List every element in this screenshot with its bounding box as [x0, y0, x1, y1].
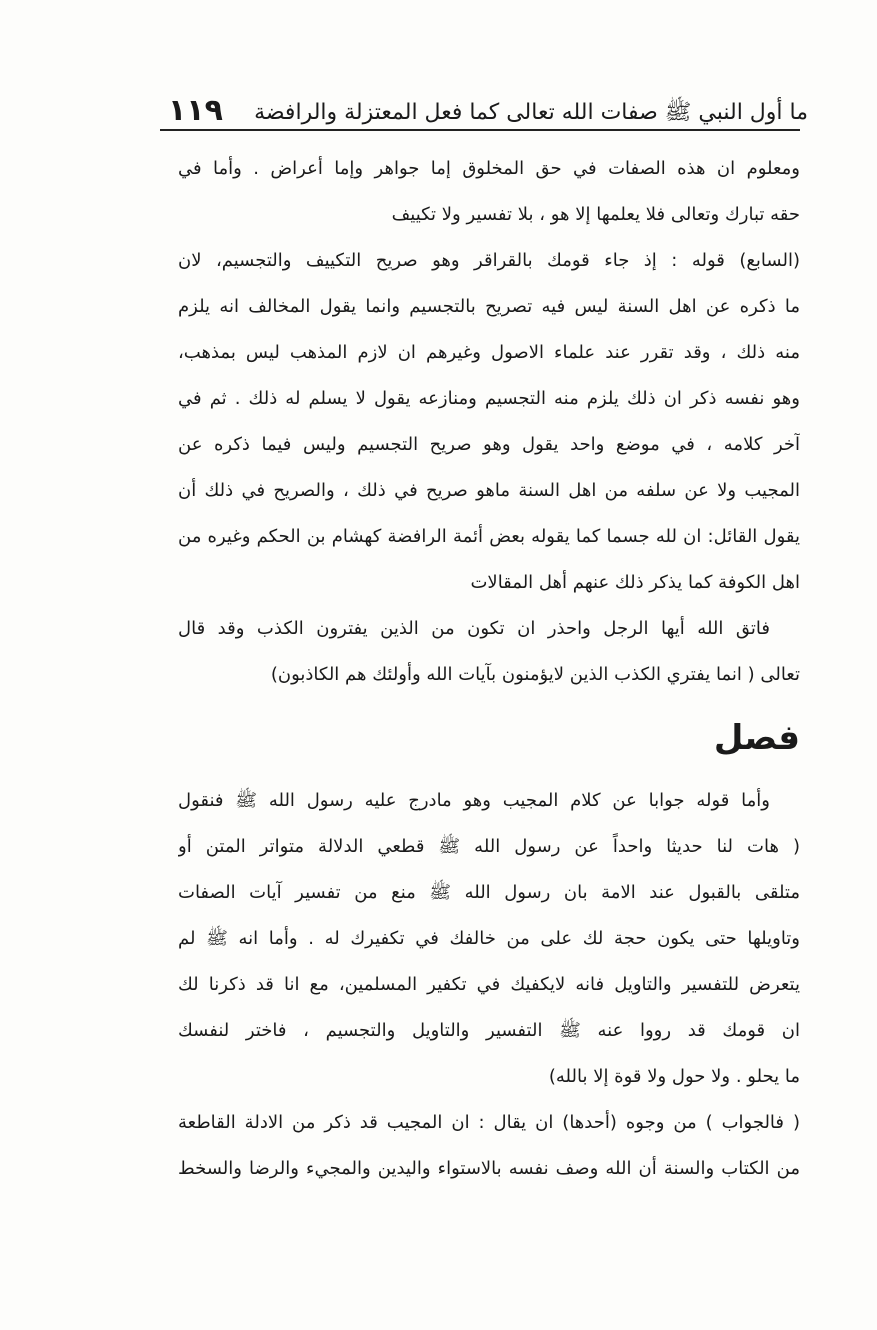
text-line: آخر كلامه ، في موضع واحد يقول وهو صريح التجسيم وليس فيما ذكره عن	[178, 434, 800, 455]
page-body	[178, 146, 800, 1192]
page-header	[168, 80, 808, 126]
text-line: ما يحلو . ولا حول ولا قوة إلا بالله)	[548, 1066, 800, 1087]
text-line: من الكتاب والسنة أن الله وصف نفسه بالاستواء واليدين والمجيء والرضا والسخط	[178, 1158, 800, 1179]
text-line: يتعرض للتفسير والتاويل فانه لايكفيك في تكفير المسلمين، مع انا قد ذكرنا لك	[178, 974, 800, 995]
text-line: وتاويلها حتى يكون حجة لك على من خالفك في تكفيرك له . وأما انه ﷺ لم	[178, 928, 800, 949]
text-line: وأما قوله جوابا عن كلام المجيب وهو مادرج عليه رسول الله ﷺ فنقول	[178, 790, 770, 811]
running-title: ما أول النبي ﷺ صفات الله تعالى كما فعل المعتزلة والرافضة	[254, 99, 808, 125]
text-line: ما ذكره عن اهل السنة ليس فيه تصريح بالتجسيم وانما يقول المخالف انه يلزم	[178, 296, 800, 317]
text-line: تعالى ( انما يفتري الكذب الذين لايؤمنون بآيات الله وأولئك هم الكاذبون)	[270, 664, 800, 685]
section-heading: فصل	[713, 718, 800, 758]
text-line: فاتق الله أيها الرجل واحذر ان تكون من الذين يفترون الكذب وقد قال	[178, 618, 770, 639]
text-line: ان قومك قد رووا عنه ﷺ التفسير والتاويل والتجسيم ، فاختر لنفسك	[178, 1020, 800, 1041]
text-line: ومعلوم ان هذه الصفات في حق المخلوق إما جواهر وإما أعراض . وأما في	[178, 158, 800, 179]
text-line: ( هات لنا حديثا واحداً عن رسول الله ﷺ قطعي الدلالة متواتر المتن أو	[178, 836, 800, 857]
text-line: منه ذلك ، وقد تقرر عند علماء الاصول وغيرهم ان لازم المذهب ليس بمذهب،	[178, 342, 800, 363]
text-line: اهل الكوفة كما يذكر ذلك عنهم أهل المقالات	[470, 572, 800, 593]
page-number: ١١٩	[168, 93, 223, 128]
text-line: ( فالجواب ) من وجوه (أحدها) ان يقال : ان المجيب قد ذكر من الادلة القاطعة	[178, 1112, 800, 1133]
text-line: وهو نفسه ذكر ان ذلك يلزم منه التجسيم ومنازعه يقول لا يسلم له ذلك . ثم في	[178, 388, 800, 409]
text-line: المجيب ولا عن سلفه من اهل السنة ماهو صريح في ذلك ، والصريح في ذلك أن	[178, 480, 800, 501]
text-line: يقول القائل: ان لله جسما كما يقوله بعض أئمة الرافضة كهشام بن الحكم وغيره من	[178, 526, 800, 547]
header-rule	[160, 129, 800, 131]
text-line: حقه تبارك وتعالى فلا يعلمها إلا هو ، بلا تفسير ولا تكييف	[391, 204, 800, 225]
text-line: (السابع) قوله : إذ جاء قومك بالقراقر وهو صريح التكييف والتجسيم، لان	[178, 250, 800, 271]
text-line: متلقى بالقبول عند الامة بان رسول الله ﷺ منع من تفسير آيات الصفات	[178, 882, 800, 903]
